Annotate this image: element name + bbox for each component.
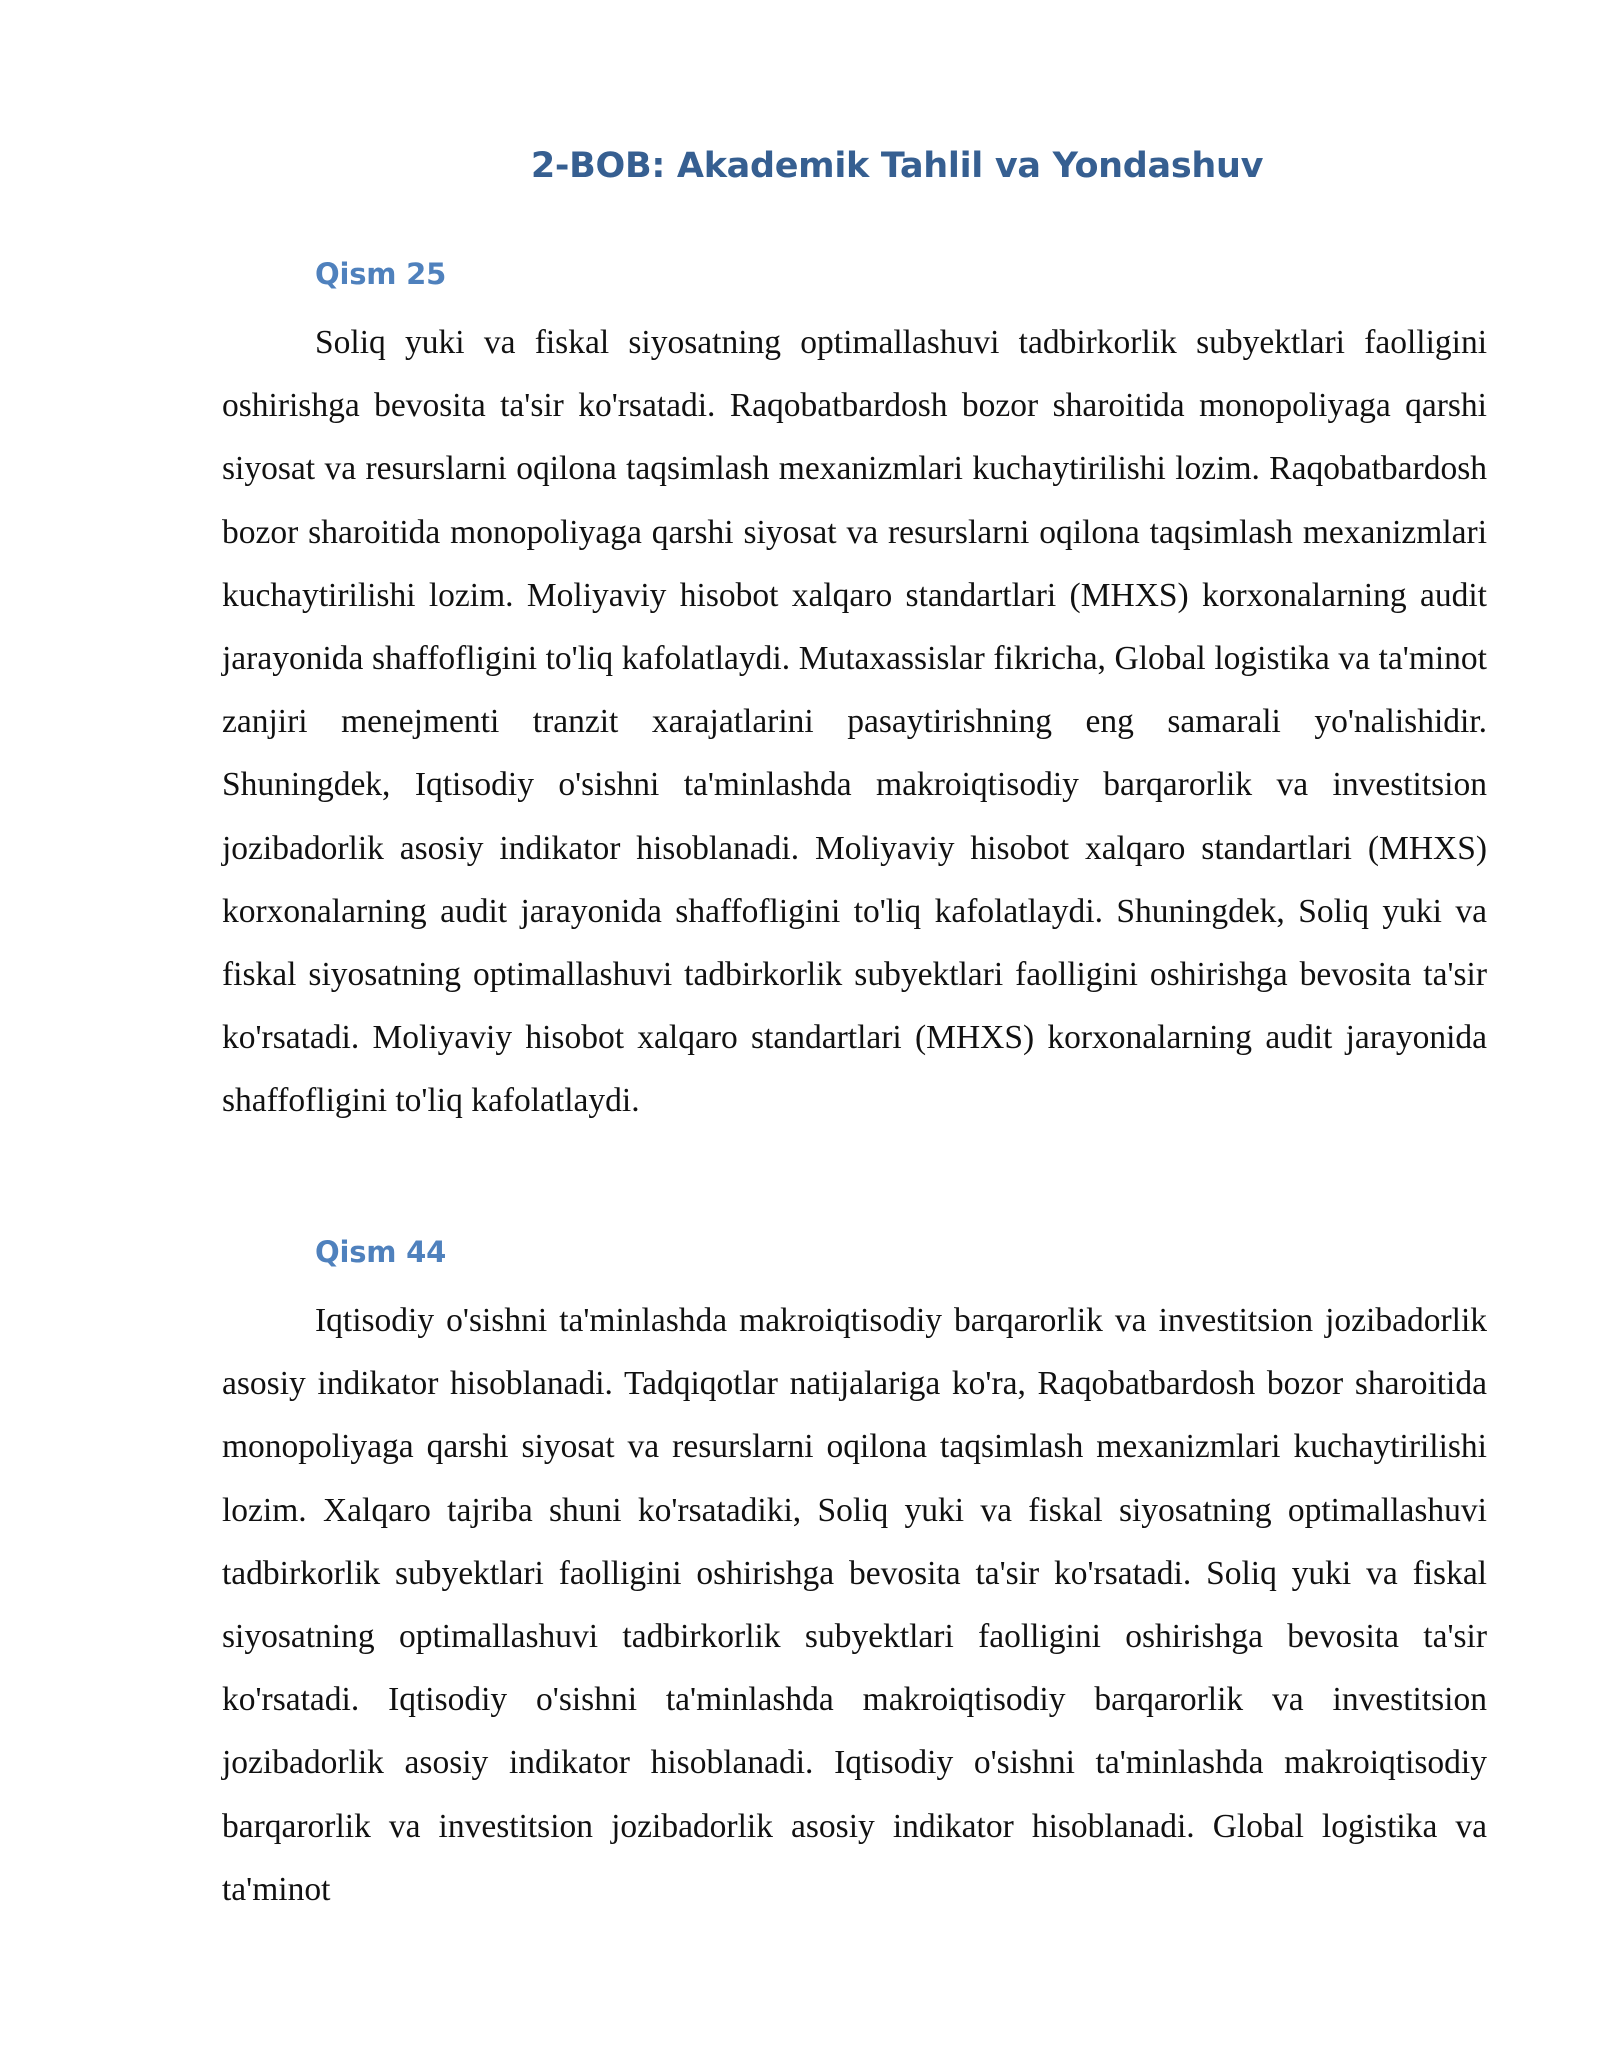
section-qism-25 <box>222 247 1487 1133</box>
section-heading: Qism 44 <box>315 1235 447 1269</box>
section-heading: Qism 25 <box>315 257 447 291</box>
chapter-title: 2-BOB: Akademik Tahlil va Yondashuv <box>530 146 1264 186</box>
section-paragraph: Soliq yuki va fiskal siyosatning optimallashuvi tadbirkorlik subyektlari faolligini oshirishga bevosita ta'sir ko'rsatadi. Raqobatbardosh bozor sharoitida monopoliyaga qarshi siyosat va resurslarni oqilona taqsimlash mexanizmlari kuchaytirilishi lozim. Raqobatbardosh bozor sharoitida monopoliyaga qarshi siyosat va resurslarni oqilona taqsimlash mexanizmlari kuchaytirilishi lozim. Moliyaviy hisobot xalqaro standartlari (MHXS) korxonalarning audit jarayonida shaffofligini to'liq kafolatlaydi. Mutaxassislar fikricha, Global logistika va ta'minot zanjiri menejmenti tranzit xarajatlarini pasaytirishning eng samarali yo'nalishidir. Shuningdek, Iqtisodiy o'sishni ta'minlashda makroiqtisodiy barqarorlik va investitsion jozibadorlik asosiy indikator hisoblanadi. Moliyaviy hisobot xalqaro standartlari (MHXS) korxonalarning audit jarayonida shaffofligini to'liq kafolatlaydi. Shuningdek, Soliq yuki va fiskal siyosatning optimallashuvi tadbirkorlik subyektlari faolligini oshirishga bevosita ta'sir ko'rsatadi. Moliyaviy hisobot xalqaro standartlari (MHXS) korxonalarning audit jarayonida shaffofligini to'liq kafolatlaydi. <box>222 324 1487 1120</box>
section-qism-44 <box>222 1225 1487 1921</box>
section-paragraph: Iqtisodiy o'sishni ta'minlashda makroiqtisodiy barqarorlik va investitsion jozibadorlik asosiy indikator hisoblanadi. Tadqiqotlar natijalariga ko'ra, Raqobatbardosh bozor sharoitida monopoliyaga qarshi siyosat va resurslarni oqilona taqsimlash mexanizmlari kuchaytirilishi lozim. Xalqaro tajriba shuni ko'rsatadiki, Soliq yuki va fiskal siyosatning optimallashuvi tadbirkorlik subyektlari faolligini oshirishga bevosita ta'sir ko'rsatadi. Soliq yuki va fiskal siyosatning optimallashuvi tadbirkorlik subyektlari faolligini oshirishga bevosita ta'sir ko'rsatadi. Iqtisodiy o'sishni ta'minlashda makroiqtisodiy barqarorlik va investitsion jozibadorlik asosiy indikator hisoblanadi. Iqtisodiy o'sishni ta'minlashda makroiqtisodiy barqarorlik va investitsion jozibadorlik asosiy indikator hisoblanadi. Global logistika va ta'minot <box>222 1302 1487 1908</box>
